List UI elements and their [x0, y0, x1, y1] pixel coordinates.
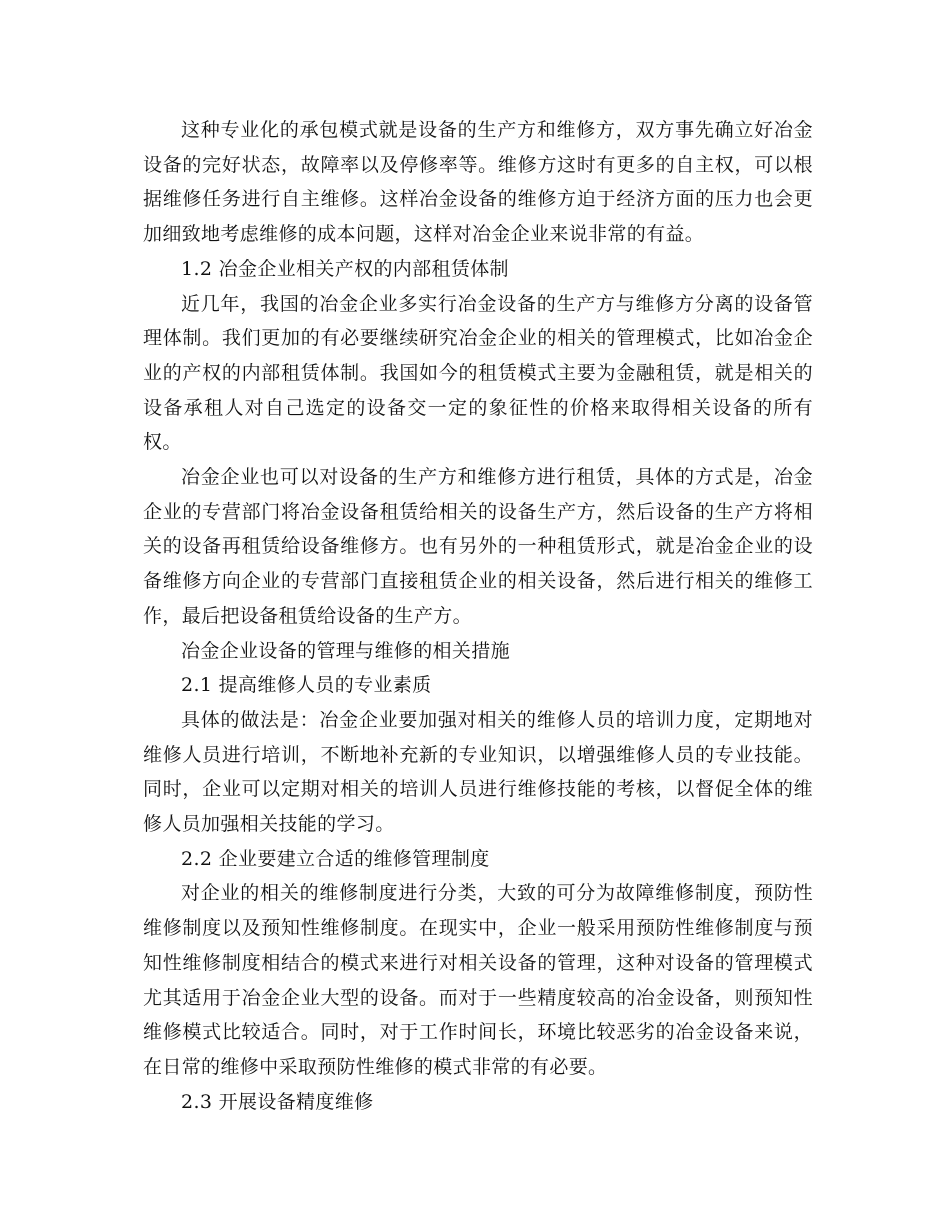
section-heading-2: 冶金企业设备的管理与维修的相关措施	[181, 639, 510, 662]
paragraph-staff-training: 具体的做法是：冶金企业要加强对相关的维修人员的培训力度，定期地对维修人员进行培训，不断地补充新的专业知识，以增强维修人员的专业技能。同时，企业可以定期对相关的培训人员进行维修技能的考核，以督促全体的维修人员加强相关技能的学习。	[143, 708, 813, 836]
paragraph-leasing-methods: 冶金企业也可以对设备的生产方和维修方进行租赁，具体的方式是，冶金企业的专营部门将冶金设备租赁给相关的设备生产方，然后设备的生产方将相关的设备再租赁给设备维修方。也有另外的一种租赁形式，就是冶金企业的设备维修方向企业的专营部门直接租赁企业的相关设备，然后进行相关的维修工作，最后把设备租赁给设备的生产方。	[143, 466, 813, 627]
document-body	[143, 113, 813, 1119]
section-heading-1-2: 1.2 冶金企业相关产权的内部租赁体制	[181, 257, 509, 280]
section-heading-2-1: 2.1 提高维修人员的专业素质	[181, 674, 432, 697]
section-heading-2-2: 2.2 企业要建立合适的维修管理制度	[181, 847, 490, 870]
section-heading-2-3: 2.3 开展设备精度维修	[181, 1090, 374, 1113]
paragraph-maintenance-system: 对企业的相关的维修制度进行分类，大致的可分为故障维修制度，预防性维修制度以及预知性维修制度。在现实中，企业一般采用预防性维修制度与预知性维修制度相结合的模式来进行对相关设备的管理，这种对设备的管理模式尤其适用于冶金企业大型的设备。而对于一些精度较高的冶金设备，则预知性维修模式比较适合。同时，对于工作时间长，环境比较恶劣的冶金设备来说，在日常的维修中采取预防性维修的模式非常的有必要。	[143, 882, 813, 1078]
paragraph-contracting-model: 这种专业化的承包模式就是设备的生产方和维修方，双方事先确立好冶金设备的完好状态，故障率以及停修率等。维修方这时有更多的自主权，可以根据维修任务进行自主维修。这样冶金设备的维修方迫于经济方面的压力也会更加细致地考虑维修的成本问题，这样对冶金企业来说非常的有益。	[143, 119, 813, 246]
paragraph-leasing-system: 近几年，我国的冶金企业多实行冶金设备的生产方与维修方分离的设备管理体制。我们更加的有必要继续研究冶金企业的相关的管理模式，比如冶金企业的产权的内部租赁体制。我国如今的租赁模式主要为金融租赁，就是相关的设备承租人对自己选定的设备交一定的象征性的价格来取得相关设备的所有权。	[143, 292, 813, 454]
